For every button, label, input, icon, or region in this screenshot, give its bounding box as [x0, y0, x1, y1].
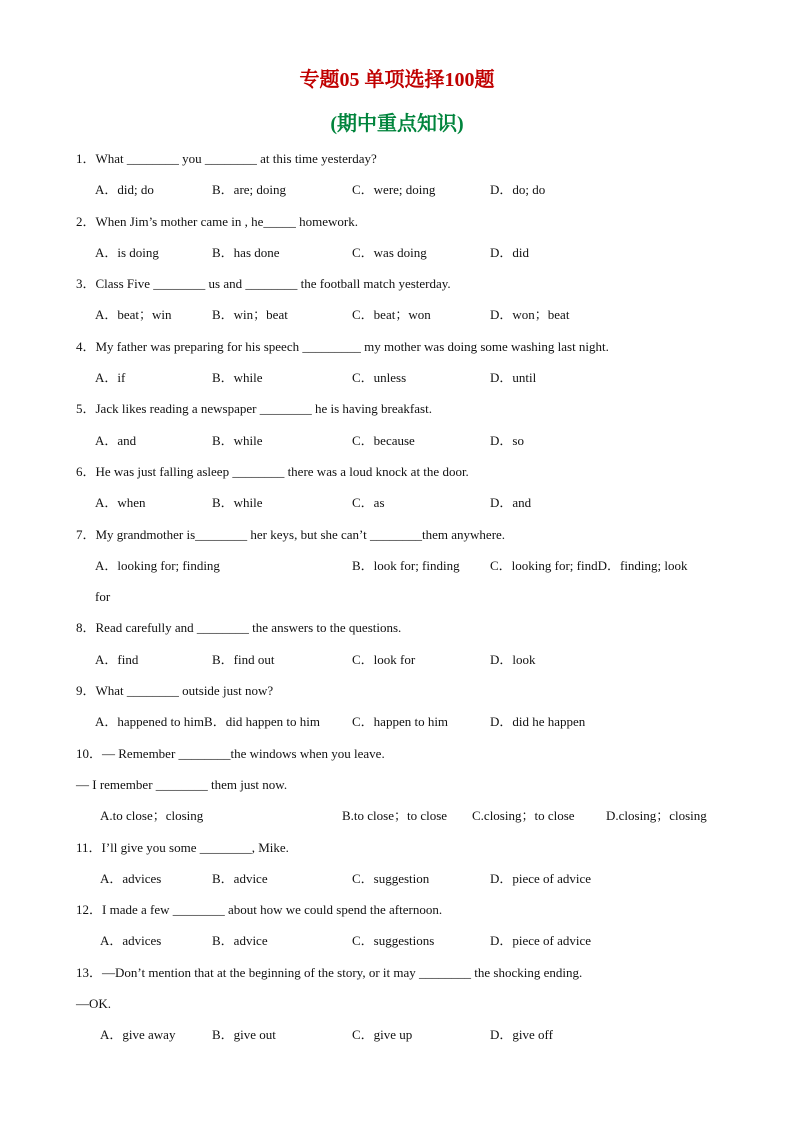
question-13-stem-reply: —OK. — [76, 996, 112, 1012]
option-d: D．piece of advice — [490, 933, 592, 949]
question-2-stem: 2．When Jim’s mother came in , he_____ homework. — [76, 213, 358, 229]
option-a: A．is doing — [95, 244, 159, 260]
question-8-options — [0, 644, 794, 675]
option-a: A．advices — [100, 933, 162, 949]
question-8-stem: 8．Read carefully and ________ the answers to the questions. — [76, 620, 402, 636]
question-3-stem: 3．Class Five ________ us and ________ the football match yesterday. — [76, 276, 451, 292]
question-7-options — [0, 550, 794, 581]
question-1-options — [0, 174, 794, 205]
option-c: C．happen to him — [352, 714, 449, 730]
question-6-options — [0, 487, 794, 518]
option-a: A．when — [95, 495, 146, 511]
question-9-stem: 9．What ________ outside just now? — [76, 683, 274, 699]
option-d: D．piece of advice — [490, 870, 592, 886]
option-d: D.closing；closing — [606, 808, 707, 824]
question-4-stem: 4．My father was preparing for his speech _________ my mother was doing some washing last night. — [76, 338, 609, 354]
document-title: 专题05 单项选择100题 — [299, 69, 495, 91]
option-c: C．unless — [352, 370, 407, 386]
option-c: C．was doing — [352, 244, 427, 260]
option-d: D．give off — [490, 1027, 553, 1043]
option-d: D．and — [490, 495, 532, 511]
option-d: D．did — [490, 244, 530, 260]
option-d: D．do; do — [490, 182, 546, 198]
option-b: B．advice — [212, 933, 268, 949]
option-b: B．are; doing — [212, 182, 287, 198]
question-9-options — [0, 706, 794, 737]
option-d: D．until — [490, 370, 537, 386]
option-a: A．give away — [100, 1027, 176, 1043]
option-a: A．find — [95, 651, 139, 667]
question-11-options — [0, 863, 794, 894]
question-10-options — [0, 800, 794, 831]
option-d: D．look — [490, 651, 536, 667]
option-a: A.to close；closing — [100, 808, 204, 824]
question-10-stem: 10．— Remember ________the windows when you leave. — [76, 745, 385, 761]
option-d: D．did he happen — [490, 714, 586, 730]
option-c: C．as — [352, 495, 385, 511]
option-b: B．has done — [212, 244, 280, 260]
question-4-options — [0, 362, 794, 393]
option-a: A．if — [95, 370, 126, 386]
option-d: D．so — [490, 432, 524, 448]
option-c: C．give up — [352, 1027, 413, 1043]
document-subtitle: (期中重点知识) — [330, 113, 464, 135]
question-13-options — [0, 1019, 794, 1050]
option-a: A．and — [95, 432, 137, 448]
option-b: B．win；beat — [212, 307, 288, 323]
option-a: A．advices — [100, 870, 162, 886]
option-b: B．find out — [212, 651, 275, 667]
option-c: C．suggestions — [352, 933, 435, 949]
question-list — [0, 143, 794, 1051]
question-7-option-wrap: for — [95, 589, 111, 605]
option-b: B．while — [212, 370, 263, 386]
option-b: B．advice — [212, 870, 268, 886]
option-b: B．while — [212, 432, 263, 448]
option-c: C．look for — [352, 651, 416, 667]
question-1-stem: 1．What ________ you ________ at this time yesterday? — [76, 151, 377, 166]
option-c: C．beat；won — [352, 307, 431, 323]
question-12-options — [0, 925, 794, 956]
option-c: C．suggestion — [352, 870, 430, 886]
option-c: C.closing；to close — [472, 808, 575, 824]
question-13-stem: 13．—Don’t mention that at the beginning of the story, or it may ________ the shocking ending. — [76, 964, 583, 980]
option-a: A．looking for; finding — [95, 557, 220, 573]
question-10-stem-reply: — I remember ________ them just now. — [76, 776, 288, 792]
question-5-options — [0, 425, 794, 456]
option-b: B．while — [212, 495, 263, 511]
option-a: A．did; do — [95, 182, 154, 198]
option-c: C．because — [352, 432, 415, 448]
option-b: B.to close；to close — [342, 808, 448, 824]
question-2-options — [0, 237, 794, 268]
option-b: B．give out — [212, 1027, 276, 1043]
option-a: A．beat；win — [95, 307, 172, 323]
option-c-d: C．looking for; findD．finding; look — [490, 557, 688, 573]
question-5-stem: 5．Jack likes reading a newspaper ________ he is having breakfast. — [76, 401, 432, 417]
question-11-stem: 11．I’ll give you some ________, Mike. — [76, 839, 289, 855]
option-c: C．were; doing — [352, 182, 436, 198]
option-a-b: A．happened to himB．did happen to him — [95, 714, 320, 730]
question-7-stem: 7．My grandmother is________ her keys, but she can’t ________them anywhere. — [76, 526, 506, 542]
question-12-stem: 12．I made a few ________ about how we could spend the afternoon. — [76, 902, 443, 918]
option-d: D．won；beat — [490, 307, 570, 323]
question-6-stem: 6．He was just falling asleep ________ there was a loud knock at the door. — [76, 463, 469, 479]
question-3-options — [0, 299, 794, 330]
option-b: B．look for; finding — [352, 557, 460, 573]
